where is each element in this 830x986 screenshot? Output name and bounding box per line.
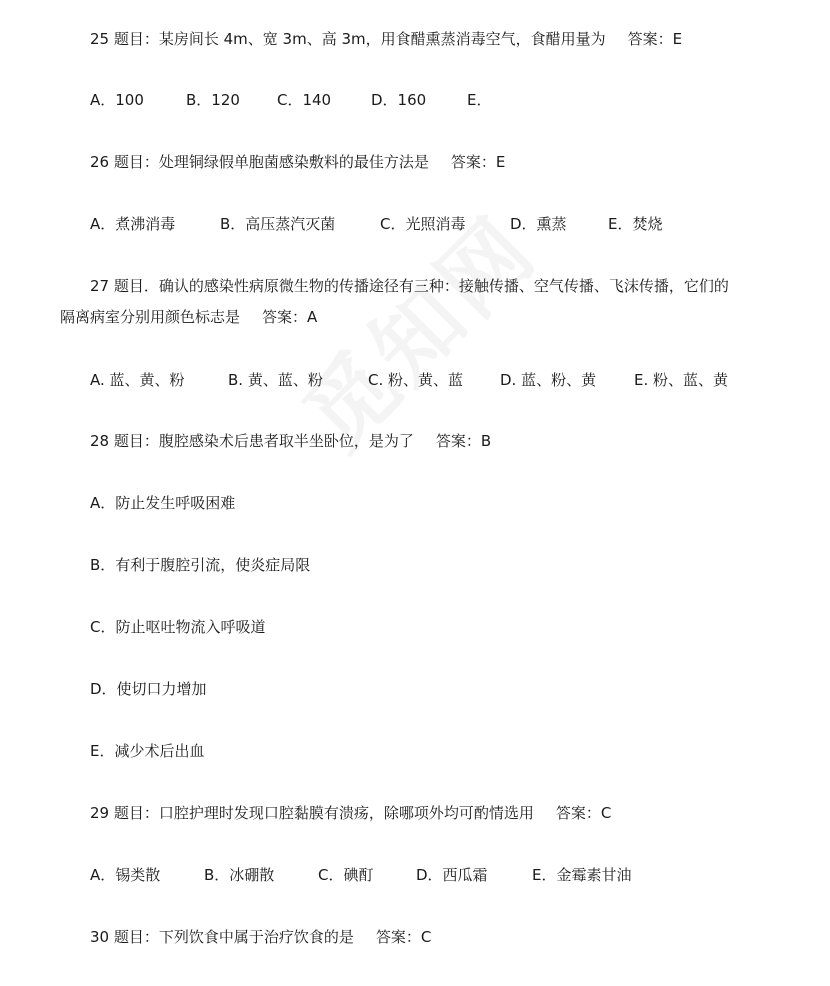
question-28-option-e: E．减少术后出血 — [90, 742, 205, 760]
option-b: B．120 — [186, 91, 240, 109]
option-d: D．160 — [371, 91, 427, 109]
question-27-line2 — [60, 306, 317, 328]
option-e: E． — [467, 91, 492, 109]
question-28-option-a: A．防止发生呼吸困难 — [90, 494, 236, 512]
option-c: C．140 — [277, 91, 332, 109]
option-d: D．西瓜霜 — [416, 866, 488, 884]
question-27-text: 隔离病室分别用颜色标志是 — [60, 308, 241, 326]
question-29-answer: 答案：C — [555, 804, 612, 822]
option-a: A．锡类散 — [90, 866, 161, 884]
option-a: A．煮沸消毒 — [90, 215, 176, 233]
question-30-answer: 答案：C — [375, 928, 432, 946]
option-c: C. 粉、黄、蓝 — [368, 371, 464, 389]
question-29 — [90, 802, 611, 824]
question-30-text: 30 题目：下列饮食中属于治疗饮食的是 — [90, 928, 354, 946]
question-28-text: 28 题目：腹腔感染术后患者取半坐卧位，是为了 — [90, 432, 414, 450]
question-28-option-c: C．防止呕吐物流入呼吸道 — [90, 618, 266, 636]
question-28-option-d: D．使切口力增加 — [90, 680, 207, 698]
question-27-options — [90, 369, 728, 391]
option-c: C．光照消毒 — [380, 215, 466, 233]
option-a: A. 蓝、黄、粉 — [90, 371, 185, 389]
option-e: E．焚烧 — [608, 215, 663, 233]
question-26-answer: 答案：E — [450, 153, 506, 171]
question-26-options — [90, 213, 662, 235]
option-e: E．金霉素甘油 — [532, 866, 632, 884]
question-29-text: 29 题目：口腔护理时发现口腔黏膜有溃疡，除哪项外均可酌情选用 — [90, 804, 534, 822]
question-25-text: 25 题目：某房间长 4m、宽 3m、高 3m，用食醋熏蒸消毒空气，食醋用量为 — [90, 30, 606, 48]
option-c: C．碘酊 — [318, 866, 374, 884]
option-a: A．100 — [90, 91, 144, 109]
option-d: D. 蓝、粉、黄 — [500, 371, 597, 389]
question-25-options — [90, 89, 491, 111]
question-27-answer: 答案：A — [262, 308, 318, 326]
option-b: B．冰硼散 — [204, 866, 275, 884]
question-25-answer: 答案：E — [627, 30, 683, 48]
question-26 — [90, 151, 505, 173]
question-28-option-b: B．有利于腹腔引流，使炎症局限 — [90, 556, 311, 574]
question-29-options — [90, 864, 631, 886]
question-27-line1: 27 题目．确认的感染性病原微生物的传播途径有三种：接触传播、空气传播、飞沫传播，它们的 — [90, 277, 729, 295]
question-28 — [90, 430, 491, 452]
option-b: B．高压蒸汽灭菌 — [220, 215, 336, 233]
question-30 — [90, 926, 431, 948]
question-28-answer: 答案：B — [435, 432, 492, 450]
question-26-text: 26 题目：处理铜绿假单胞菌感染敷料的最佳方法是 — [90, 153, 429, 171]
option-e: E. 粉、蓝、黄 — [634, 371, 729, 389]
option-d: D．熏蒸 — [510, 215, 567, 233]
question-25 — [90, 28, 682, 50]
option-b: B. 黄、蓝、粉 — [228, 371, 323, 389]
